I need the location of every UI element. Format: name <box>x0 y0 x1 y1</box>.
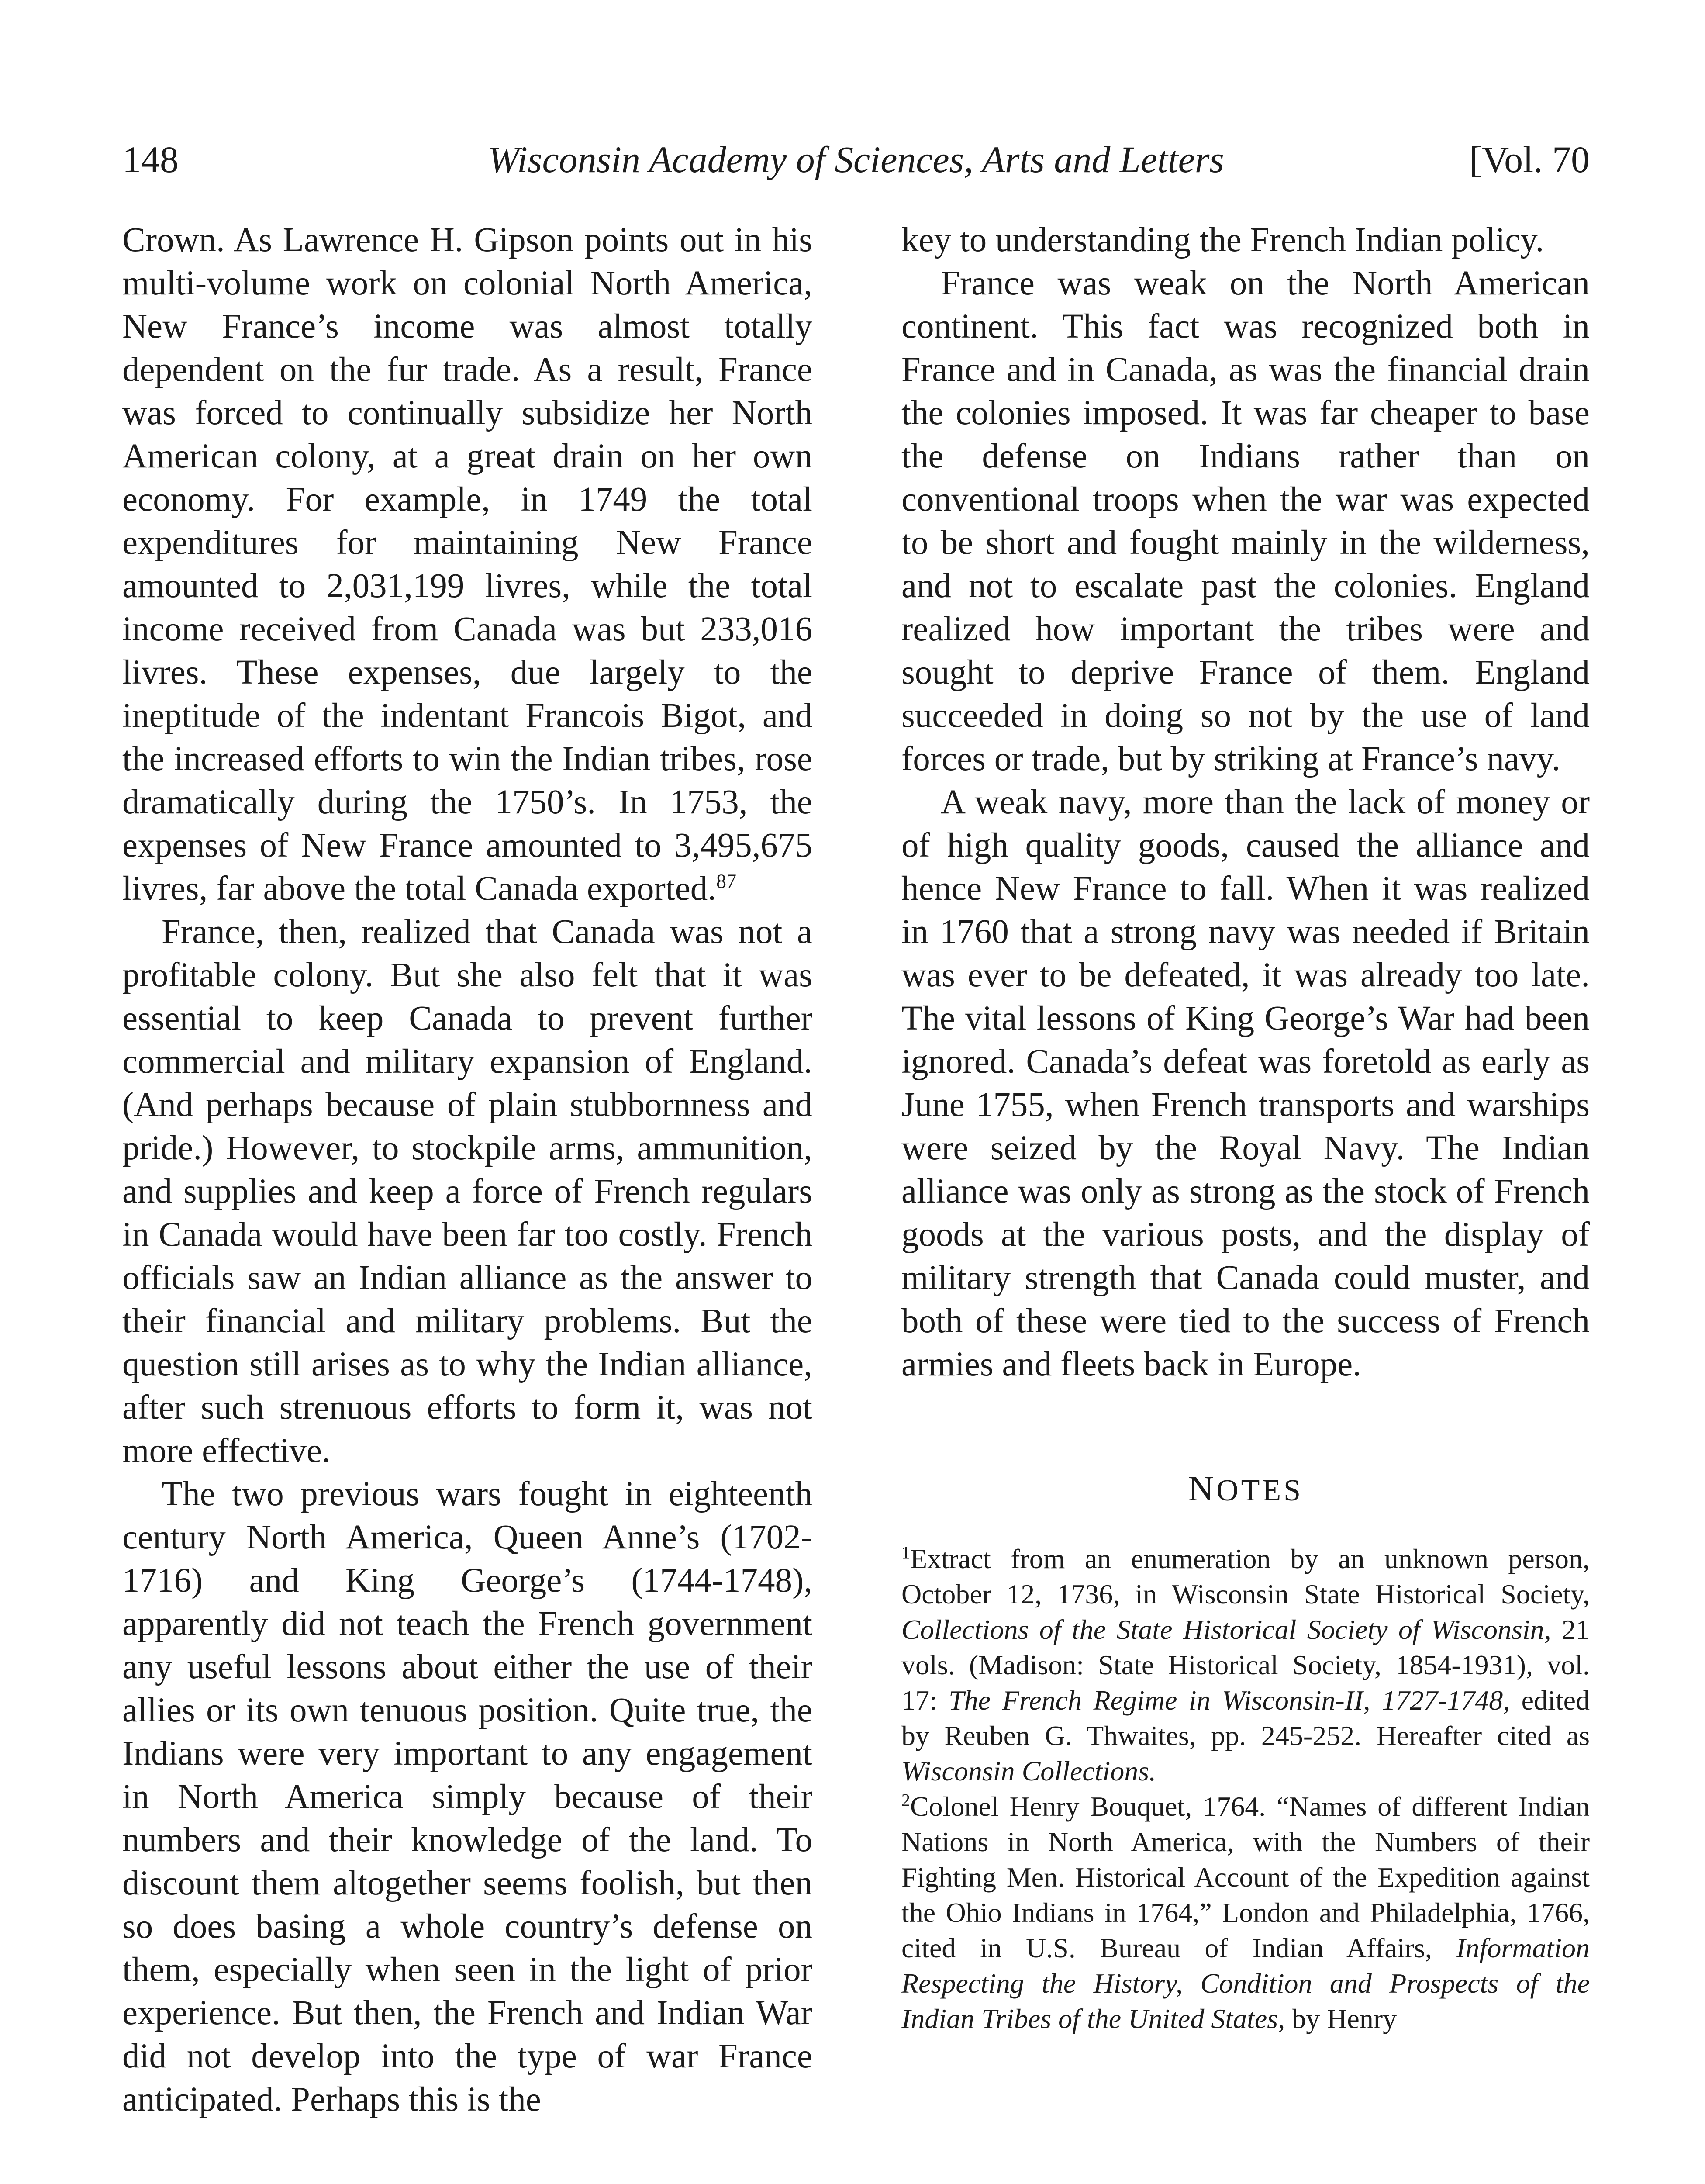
footnote <box>901 1789 1590 2036</box>
footnote-text: Extract from an enumeration by an unknown person, October 12, 1736, in Wisconsin State Historical Society, <box>901 1543 1590 1610</box>
footnote-italic: Collections of the State Historical Society of Wisconsin, <box>901 1614 1551 1645</box>
notes-heading-rest: OTES <box>1216 1474 1304 1507</box>
footnote-number: 1 <box>901 1542 910 1562</box>
paragraph: A weak navy, more than the lack of money or of high quality goods, caused the alliance and hence New France to fall. When it was realized in 1760 that a strong navy was needed if Britain was ever to be defeated, it was already too late. The vital lessons of King George’s War had been ignored. Canada’s defeat was foretold as early as June 1755, when French transports and warships were seized by the Royal Navy. The Indian alliance was only as strong as the stock of French goods at the various posts, and the display of military strength that Canada could muster, and both of these were tied to the success of French armies and fleets back in Europe. <box>901 783 1590 1383</box>
footnote-marker: 87 <box>716 870 737 892</box>
footnote-italic: Wisconsin Collections. <box>901 1755 1156 1787</box>
running-header <box>122 127 1590 192</box>
footnote-italic: Information Respecting the History, Condition and Prospects of the Indian Tribes of the United States, <box>901 1932 1590 2034</box>
footnote-italic: The French Regime in Wisconsin-II, 1727-1748, <box>949 1685 1510 1716</box>
notes-heading <box>901 1469 1590 1510</box>
footnote-text: edited by Reuben G. Thwaites, pp. 245-252. Hereafter cited as <box>901 1685 1590 1751</box>
journal-title: Wisconsin Academy of Sciences, Arts and Letters <box>488 138 1224 180</box>
notes-heading-initial: N <box>1187 1469 1217 1508</box>
volume-label: [Vol. 70 <box>1469 138 1590 180</box>
paragraph: France, then, realized that Canada was not a profitable colony. But she also felt that it was essential to keep Canada to prevent further commercial and military expansion of England. (And perhaps because of plain stubbornness and pride.) However, to stockpile arms, ammunition, and supplies and keep a force of French regulars in Canada would have been far too costly. French officials saw an Indian alliance as the answer to their financial and military problems. But the question still arises as to why the Indian alliance, after such strenuous efforts to form it, was not more effective. <box>122 913 812 1470</box>
footnote-text: Colonel Henry Bouquet, 1764. “Names of different Indian Nations in North America, with the Numbers of their Fighting Men. Historical Account of the Expedition against the Ohio Indians in 1764,” London and Philadelphia, 1766, cited in U.S. Bureau of Indian Affairs, <box>901 1791 1590 1963</box>
paragraph: The two previous wars fought in eighteenth century North America, Queen Anne’s (1702-1716) and King George’s (1744-1748), apparently did not teach the French government any useful lessons about either the use of their allies or its own tenuous position. Quite true, the Indians were very important to any engagement in North America simply because of their numbers and their knowledge of the land. To discount them altogether seems foolish, but then so does basing a whole country’s defense on them, especially when seen in the light of prior experience. But then, the French and Indian War did not develop into the type of war France anticipated. Perhaps this is the <box>122 1475 812 2118</box>
right-column <box>901 218 1590 2036</box>
paragraph: key to understanding the French Indian policy. <box>901 221 1544 259</box>
left-column <box>122 218 812 2121</box>
footnote-number: 2 <box>901 1790 910 1810</box>
paragraph <box>122 218 812 910</box>
footnote-text: by Henry <box>1285 2003 1397 2034</box>
paragraph: France was weak on the North American continent. This fact was recognized both in France and in Canada, as was the financial drain the colonies imposed. It was far cheaper to base the defense on Indians rather than on conventional troops when the war was expected to be short and fought mainly in the wilderness, and not to escalate past the colonies. England realized how important the tribes were and sought to deprive France of them. England succeeded in doing so not by the use of land forces or trade, but by striking at France’s navy. <box>901 264 1590 778</box>
footnote-text: 21 vols. (Madison: State Historical Society, 1854-1931), vol. 17: <box>901 1614 1590 1716</box>
footnote <box>901 1541 1590 1789</box>
paragraph-text: Crown. As Lawrence H. Gipson points out in his multi-volume work on colonial North America, New France’s income was almost totally dependent on the fur trade. As a result, France was forced to continually subsidize her North American colony, at a great drain on her own economy. For example, in 1749 the total expenditures for maintaining New France amounted to 2,031,199 livres, while the total income received from Canada was but 233,016 livres. These expenses, due largely to the ineptitude of the indentant Francois Bigot, and the increased efforts to win the Indian tribes, rose dramatically during the 1750’s. In 1753, the expenses of New France amounted to 3,495,675 livres, far above the total Canada exported. <box>122 221 812 908</box>
page-number: 148 <box>122 138 179 180</box>
